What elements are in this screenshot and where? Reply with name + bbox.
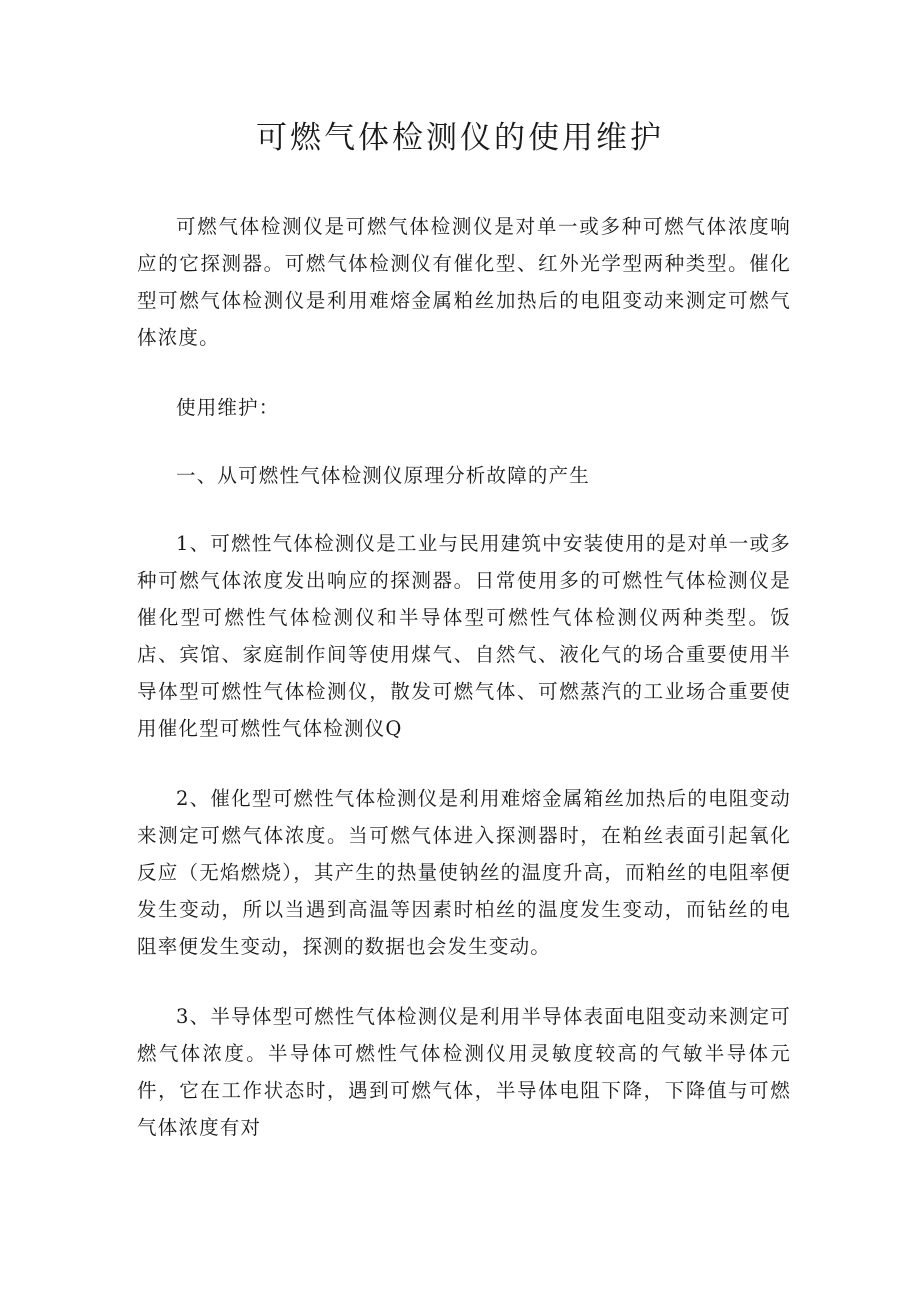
paragraph-item-1: 1、可燃性气体检测仪是工业与民用建筑中安装使用的是对单一或多种可燃气体浓度发出响应的探测器。日常使用多的可燃性气体检测仪是催化型可燃性气体检测仪和半导体型可燃性气体检测仪两种类型。饭店、宾馆、家庭制作间等使用煤气、自然气、液化气的场合重要使用半导体型可燃性气体检测仪，散发可燃气体、可燃蒸汽的工业场合重要使用催化型可燃性气体检测仪Q bbox=[137, 532, 791, 740]
document-body bbox=[137, 208, 791, 1179]
intro-paragraph: 可燃气体检测仪是可燃气体检测仪是对单一或多种可燃气体浓度响应的它探测器。可燃气体检测仪有催化型、红外光学型两种类型。催化型可燃气体检测仪是利用难熔金属粕丝加热后的电阻变动来测定可燃气体浓度。 bbox=[137, 215, 791, 349]
section-heading-usage: 使用维护： bbox=[176, 396, 280, 419]
document-title: 可燃气体检测仪的使用维护 bbox=[256, 120, 664, 156]
paragraph-item-3: 3、半导体型可燃性气体检测仪是利用半导体表面电阻变动来测定可燃气体浓度。半导体可燃性气体检测仪用灵敏度较高的气敏半导体元件，它在工作状态时，遇到可燃气体，半导体电阻下降，下降值与可燃气体浓度有对 bbox=[137, 1005, 791, 1139]
section-heading-one: 一、从可燃性气体检测仪原理分析故障的产生 bbox=[176, 464, 591, 487]
paragraph-item-2: 2、催化型可燃性气体检测仪是利用难熔金属箱丝加热后的电阻变动来测定可燃气体浓度。当可燃气体进入探测器时，在粕丝表面引起氧化反应（无焰燃烧），其产生的热量使钠丝的温度升高，而粕丝的电阻率便发生变动，所以当遇到高温等因素时柏丝的温度发生变动，而钻丝的电阻率便发生变动，探测的数据也会发生变动。 bbox=[137, 787, 791, 958]
